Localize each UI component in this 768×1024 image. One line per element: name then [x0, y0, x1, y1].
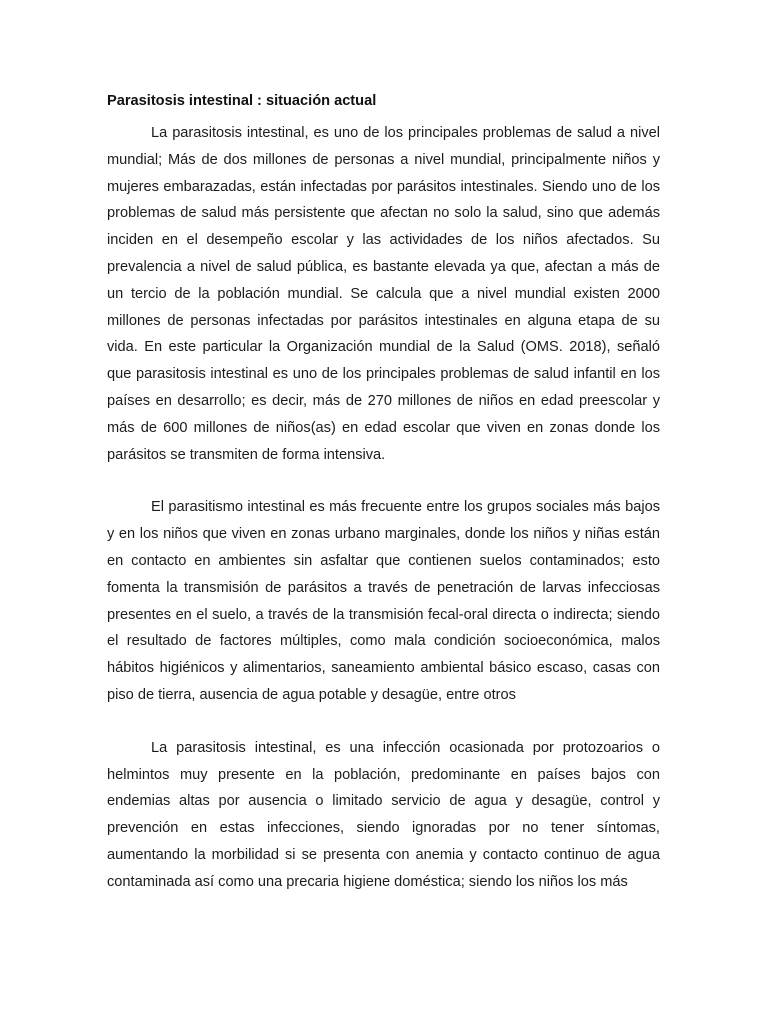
document-title: Parasitosis intestinal : situación actual [107, 93, 377, 109]
paragraph-2: El parasitismo intestinal es más frecuente entre los grupos sociales más bajos y en los niños que viven en zonas urbano marginales, donde los niños y niñas están en contacto en ambientes sin asfaltar que contienen suelos contaminados; esto fomenta la transmisión de parásitos a través de penetración de larvas infecciosas presentes en el suelo, a través de la transmisión fecal-oral directa o indirecta; siendo el resultado de factores múltiples, como mala condición socioeconómica, malos hábitos higiénicos y alimentarios, saneamiento ambiental básico escaso, casas con piso de tierra, ausencia de agua potable y desagüe, entre otros [107, 499, 660, 703]
paragraph-3: La parasitosis intestinal, es una infección ocasionada por protozoarios o helmintos muy presente en la población, predominante en países bajos con endemias altas por ausencia o limitado servicio de agua y desagüe, control y prevención en estas infecciones, siendo ignoradas por no tener síntomas, aumentando la morbilidad si se presenta con anemia y contacto continuo de agua contaminada así como una precaria higiene doméstica; siendo los niños los más [107, 739, 660, 890]
paragraph-1: La parasitosis intestinal, es uno de los principales problemas de salud a nivel mundial; Más de dos millones de personas a nivel mundial, principalmente niños y mujeres embarazadas, están infectadas por parásitos intestinales. Siendo uno de los problemas de salud más persistente que afectan no solo la salud, sino que además inciden en el desempeño escolar y las actividades de los niños afectados. Su prevalencia a nivel de salud pública, es bastante elevada ya que, afectan a más de un tercio de la población mundial. Se calcula que a nivel mundial existen 2000 millones de personas infectadas por parásitos intestinales en alguna etapa de su vida. En este particular la Organización mundial de la Salud (OMS. 2018), señaló que parasitosis intestinal es uno de los principales problemas de salud infantil en los países en desarrollo; es decir, más de 270 millones de niños en edad preescolar y más de 600 millones de niños(as) en edad escolar que viven en zonas donde los parásitos se transmiten de forma intensiva. [107, 125, 660, 463]
document-body [107, 91, 660, 896]
